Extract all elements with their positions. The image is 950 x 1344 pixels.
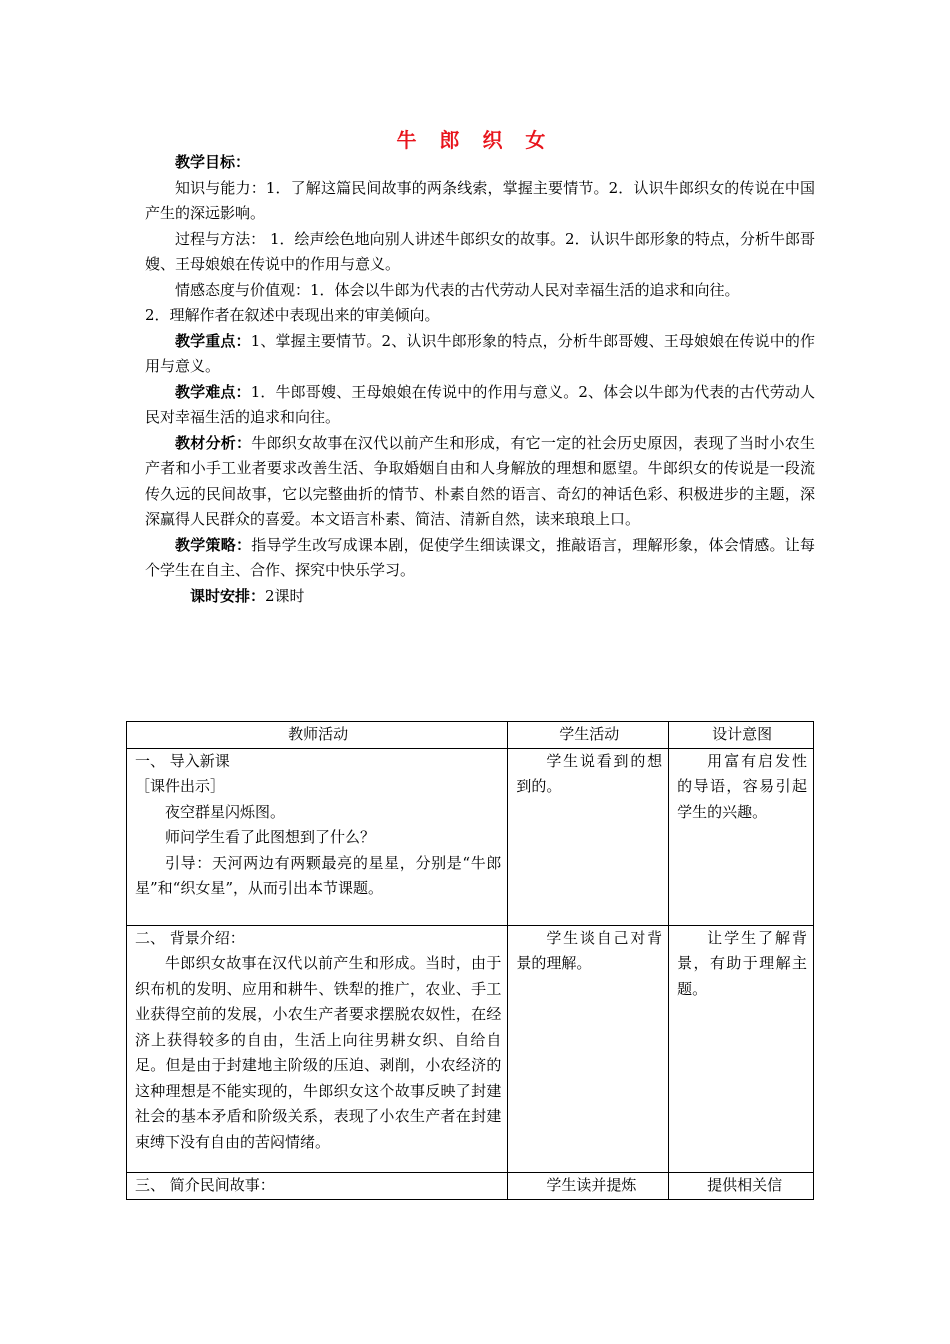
key-points-text: 1、掌握主要情节。2、认识牛郎形象的特点，分析牛郎哥嫂、王母娘娘在传说中的作用与意义。	[145, 331, 815, 375]
schedule-text: 2课时	[265, 586, 305, 605]
section-heading: 二、 背景介绍：	[135, 928, 245, 947]
intent-text: 让学生了解背景，有助于理解主题。	[677, 928, 807, 998]
header-teacher: 教师活动	[127, 722, 508, 749]
teacher-activity-cell	[127, 748, 508, 925]
objective-process: 过程与方法： 1．绘声绘色地向别人讲述牛郎织女的故事。2．认识牛郎形象的特点，分析牛郎哥嫂、王母娘娘在传说中的作用与意义。	[145, 229, 815, 273]
student-activity-cell	[508, 1172, 669, 1199]
objective-knowledge: 知识与能力：1．了解这篇民间故事的两条线索，掌握主要情节。2．认识牛郎织女的传说在中国产生的深远影响。	[145, 178, 815, 222]
intent-text: 提供相关信	[707, 1175, 783, 1194]
design-intent-cell	[669, 748, 814, 925]
key-points-label: 教学重点：	[175, 331, 251, 350]
analysis-text: 牛郎织女故事在汉代以前产生和形成，有它一定的社会历史原因，表现了当时小农生产者和小手工业者要求改善生活、争取婚姻自由和人身解放的理想和愿望。牛郎织女的传说是一段流传久远的民间故事，它以完整曲折的情节、朴素自然的语言、奇幻的神话色彩、积极进步的主题，深深赢得人民群众的喜爱。本文语言朴素、简洁、清新自然，读来琅琅上口。	[145, 433, 815, 528]
student-activity-cell	[508, 925, 669, 1172]
teacher-line: 师问学生看了此图想到了什么？	[165, 828, 376, 846]
page-title: 牛 郎 织 女	[396, 128, 554, 152]
teacher-activity-cell	[127, 925, 508, 1172]
lesson-intro	[145, 150, 815, 609]
student-activity-cell	[508, 748, 669, 925]
teacher-line: 夜空群星闪烁图。	[165, 802, 286, 821]
student-text: 学生谈自己对背景的理解。	[516, 928, 663, 972]
objective-emotion-2: 2．理解作者在叙述中表现出来的审美倾向。	[145, 306, 440, 324]
student-text: 学生说看到的想到的。	[516, 751, 663, 795]
teacher-activity-cell	[127, 1172, 508, 1199]
table-row	[127, 925, 814, 1172]
intent-text: 用富有启发性的导语，容易引起学生的兴趣。	[677, 751, 807, 821]
design-intent-cell	[669, 1172, 814, 1199]
schedule-label: 课时安排：	[190, 586, 266, 605]
teacher-line: 牛郎织女故事在汉代以前产生和形成。当时，由于织布机的发明、应用和耕牛、铁犁的推广，农业、手工业获得空前的发展，小农生产者要求摆脱农奴性，在经济上获得较多的自由，生活上向往男耕女织、自给自足。但是由于封建地主阶级的压迫、剥削，小农经济的这种理想是不能实现的，牛郎织女这个故事反映了封建社会的基本矛盾和阶级关系，表现了小农生产者在封建束缚下没有自由的苦闷情绪。	[135, 954, 502, 1151]
analysis-label: 教材分析：	[175, 433, 252, 452]
table-row	[127, 1172, 814, 1199]
objectives-label: 教学目标：	[175, 153, 251, 171]
teacher-line: ［课件出示］	[135, 777, 226, 795]
student-text: 学生读并提炼	[546, 1175, 637, 1194]
lesson-plan-table	[126, 721, 814, 1200]
objective-emotion: 情感态度与价值观：1．体会以牛郎为代表的古代劳动人民对幸福生活的追求和向往。	[175, 280, 740, 299]
table-header-row	[127, 722, 814, 749]
section-heading: 一、 导入新课	[135, 751, 230, 770]
difficulty-text: 1．牛郎哥嫂、王母娘娘在传说中的作用与意义。2、体会以牛郎为代表的古代劳动人民对幸福生活的追求和向往。	[145, 382, 815, 426]
table-row	[127, 748, 814, 925]
difficulty-label: 教学难点：	[175, 382, 251, 401]
header-intent: 设计意图	[669, 722, 814, 749]
strategy-label: 教学策略：	[175, 535, 252, 554]
header-student: 学生活动	[508, 722, 669, 749]
section-heading: 三、 简介民间故事：	[135, 1175, 275, 1194]
design-intent-cell	[669, 925, 814, 1172]
teacher-line: 引导：天河两边有两颗最亮的星星，分别是“牛郎星”和“织女星”，从而引出本节课题。	[135, 853, 502, 897]
strategy-text: 指导学生改写成课本剧，促使学生细读课文，推敲语言，理解形象，体会情感。让每个学生在自主、合作、探究中快乐学习。	[145, 535, 815, 579]
